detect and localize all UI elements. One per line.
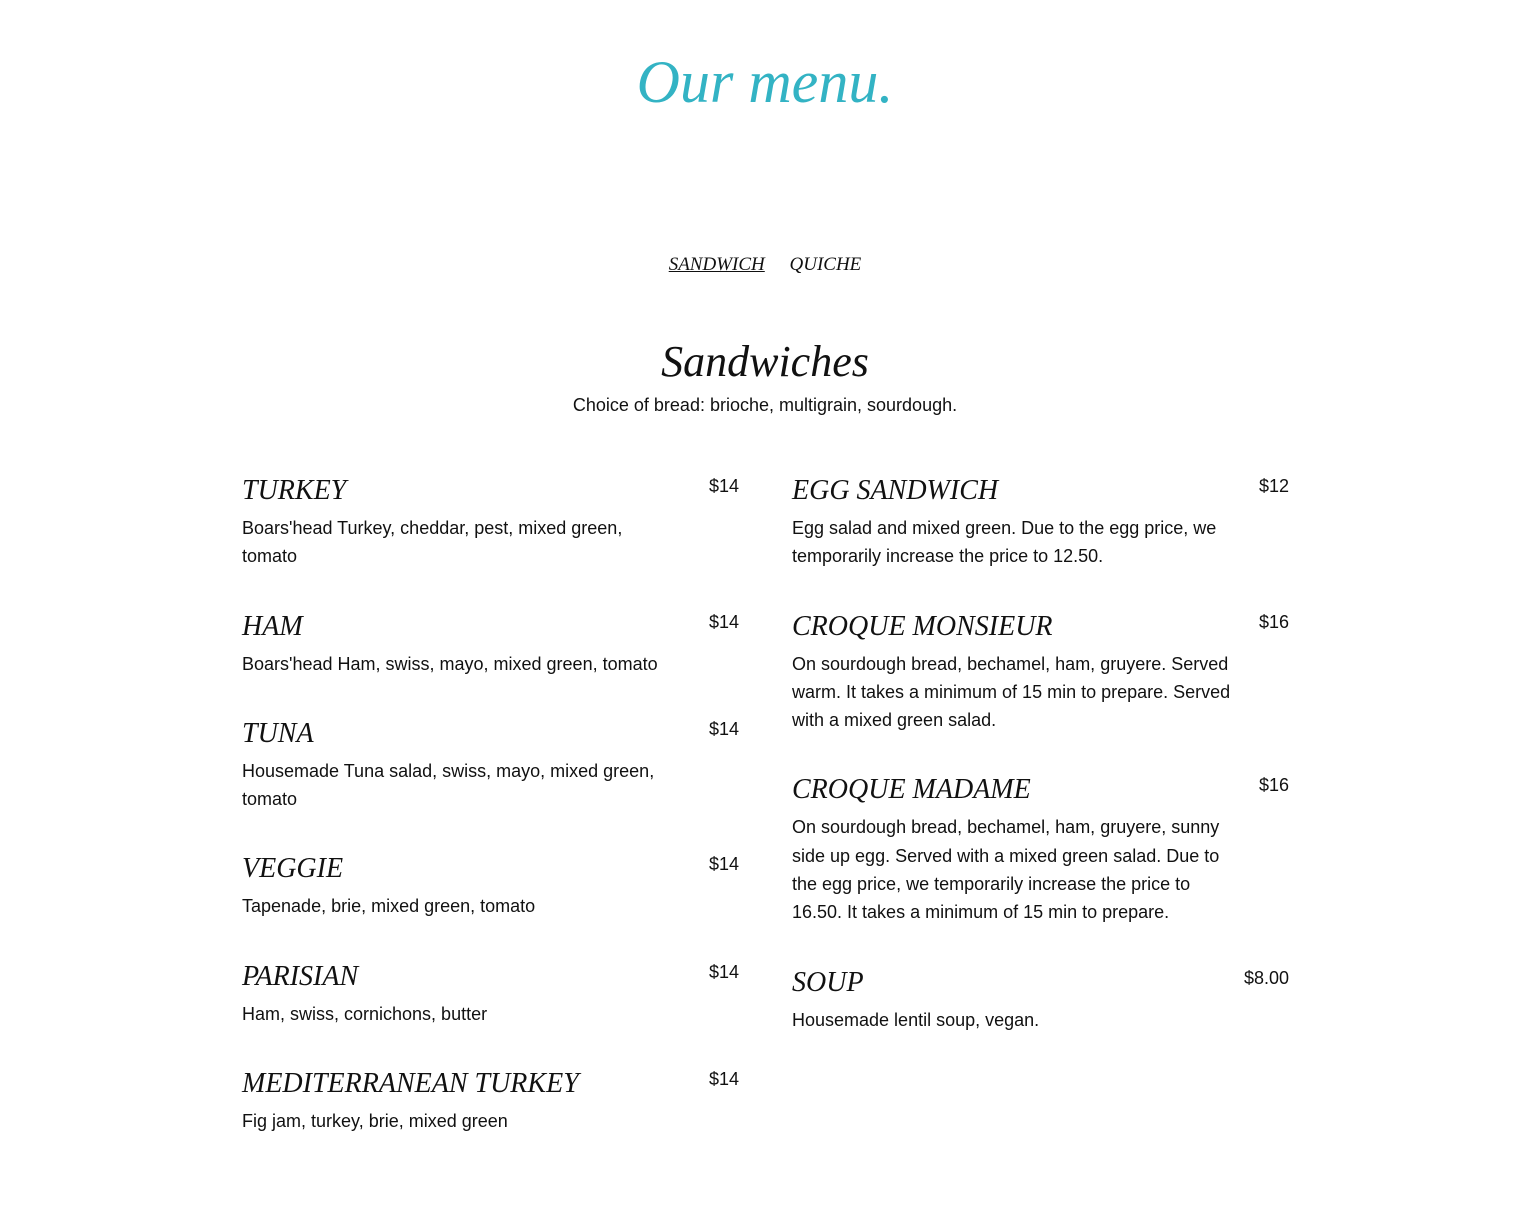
- item-name: EGG SANDWICH: [792, 475, 999, 506]
- item-price: $16: [1258, 611, 1289, 632]
- section-subtitle: Choice of bread: brioche, multigrain, sourdough.: [572, 395, 958, 415]
- item-description: Housemade lentil soup, vegan.: [792, 1009, 1040, 1030]
- item-price: $16: [1258, 775, 1289, 796]
- item-description: On sourdough bread, bechamel, ham, gruyere. Served warm. It takes a minimum of 15 min to prepare. Served with a mixed green salad.: [792, 653, 1231, 731]
- item-name: PARISIAN: [242, 960, 359, 992]
- item-price: $14: [708, 854, 739, 875]
- menu-item-turkey: [242, 470, 739, 571]
- tab-sandwich[interactable]: SANDWICH: [668, 254, 765, 275]
- item-description: Boars'head Turkey, cheddar, pest, mixed green, tomato: [242, 518, 623, 567]
- item-price: $14: [708, 611, 739, 632]
- item-price: $8.00: [1243, 967, 1289, 988]
- item-description: Tapenade, brie, mixed green, tomato: [242, 896, 536, 917]
- menu-item-mediterranean-turkey: [242, 1063, 739, 1135]
- item-description: Ham, swiss, cornichons, butter: [242, 1003, 488, 1024]
- tab-quiche[interactable]: QUICHE: [789, 254, 862, 275]
- menu-item-soup: [792, 962, 1289, 1034]
- item-name: HAM: [242, 610, 303, 642]
- item-name: TURKEY: [242, 475, 347, 506]
- menu-item-parisian: [242, 956, 739, 1028]
- menu-tabs: [0, 252, 1530, 278]
- item-price: $14: [708, 476, 739, 496]
- item-name: TUNA: [242, 717, 314, 749]
- item-name: SOUP: [792, 966, 864, 998]
- menu-item-veggie: [242, 848, 739, 920]
- menu-item-egg-sandwich: [792, 470, 1289, 571]
- item-price: $14: [708, 718, 739, 739]
- item-price: $12: [1258, 476, 1289, 496]
- item-name: MEDITERRANEAN TURKEY: [242, 1068, 579, 1100]
- item-name: CROQUE MONSIEUR: [792, 610, 1053, 642]
- section-title: Sandwiches: [661, 337, 869, 386]
- item-description: Housemade Tuna salad, swiss, mayo, mixed green, tomato: [242, 760, 655, 810]
- menu-column-left: [242, 470, 739, 1170]
- menu-item-ham: [242, 606, 739, 678]
- menu-item-croque-madame: [792, 769, 1289, 926]
- item-name: CROQUE MADAME: [792, 774, 1031, 806]
- menu-item-tuna: [242, 713, 739, 814]
- item-description: Fig jam, turkey, brie, mixed green: [242, 1111, 508, 1132]
- item-price: $14: [708, 961, 739, 982]
- page-title: Our menu.: [636, 49, 894, 115]
- item-name: VEGGIE: [242, 853, 344, 885]
- menu-item-croque-monsieur: [792, 606, 1289, 735]
- item-description: On sourdough bread, bechamel, ham, gruyere, sunny side up egg. Served with a mixed green salad. Due to the egg price, we temporarily increase the price to 16.50. It takes a minimum of 15 min to prepare.: [792, 817, 1220, 923]
- item-price: $14: [708, 1069, 739, 1090]
- item-description: Boars'head Ham, swiss, mayo, mixed green, tomato: [242, 653, 658, 674]
- menu-column-right: [792, 470, 1289, 1069]
- item-description: Egg salad and mixed green. Due to the egg price, we temporarily increase the price to 12.50.: [792, 518, 1217, 567]
